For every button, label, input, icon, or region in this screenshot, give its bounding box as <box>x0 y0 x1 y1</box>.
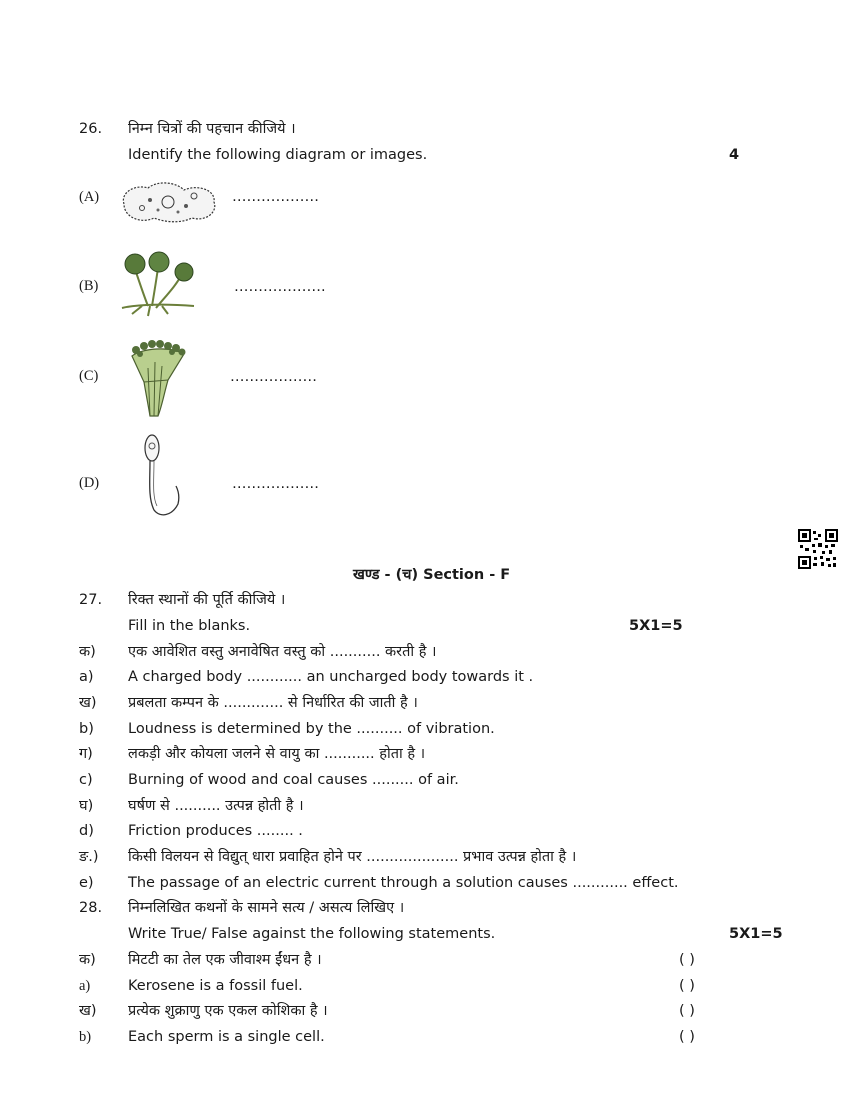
q26-hindi-text: निम्न चित्रों की पहचान कीजिये । <box>128 121 296 137</box>
q26-marks: 4 <box>729 147 740 163</box>
q28-item-label: b) <box>79 1029 92 1045</box>
penicillium-image <box>122 338 192 418</box>
q27-number: 27. <box>79 592 103 608</box>
q26-item-b-blank: ………………. <box>234 279 326 295</box>
q28-hindi-text: निम्नलिखित कथनों के सामने सत्य / असत्य लिखिए । <box>128 900 405 916</box>
q26-item-a-label: (A) <box>79 189 100 205</box>
q27-hindi-text: रिक्त स्थानों की पूर्ति कीजिये । <box>128 592 286 608</box>
section-heading: खण्ड - (च) Section - F <box>353 567 511 583</box>
q28-answer-box: ( ) <box>679 952 695 968</box>
q27-item-text: Friction produces ........ . <box>128 823 303 839</box>
q26-item-d-label: (D) <box>79 475 100 491</box>
q27-item-label: e) <box>79 875 94 891</box>
rhizopus-mould-image <box>118 250 198 320</box>
q26-item-d-blank: ……………… <box>232 476 319 492</box>
q27-item-label: b) <box>79 721 94 737</box>
q26-item-b-label: (B) <box>79 278 99 294</box>
q28-item-text: Each sperm is a single cell. <box>128 1029 325 1045</box>
q27-item-label: ख) <box>79 695 97 711</box>
q28-answer-box: ( ) <box>679 1029 695 1045</box>
q28-answer-box: ( ) <box>679 978 695 994</box>
q28-number: 28. <box>79 900 103 916</box>
q27-item-label: ङ.) <box>79 849 99 865</box>
q27-item-text: A charged body ............ an uncharged body towards it . <box>128 669 534 685</box>
q28-item-label: क) <box>79 952 96 968</box>
q26-item-a-blank: ……………… <box>232 189 319 205</box>
amoeba-image <box>118 178 220 226</box>
q26-number: 26. <box>79 121 103 137</box>
q26-item-c-label: (C) <box>79 368 99 384</box>
q27-item-label: a) <box>79 669 94 685</box>
q27-item-label: d) <box>79 823 94 839</box>
q27-item-text: किसी विलयन से विद्युत् धारा प्रवाहित होने पर .................... प्रभाव उत्पन्न होता है । <box>128 849 577 865</box>
q27-item-text: घर्षण से .......... उत्पन्न होती है । <box>128 798 304 814</box>
q28-item-label: a) <box>79 978 91 994</box>
q28-item-text: प्रत्येक शुक्राणु एक एकल कोशिका है । <box>128 1003 328 1019</box>
q28-answer-box: ( ) <box>679 1003 695 1019</box>
q28-item-label: ख) <box>79 1003 97 1019</box>
q27-item-text: Loudness is determined by the .......... of vibration. <box>128 721 495 737</box>
qr-code-image <box>798 529 838 569</box>
q27-item-text: The passage of an electric current through a solution causes ............ effect. <box>128 875 679 891</box>
q27-item-label: घ) <box>79 798 94 814</box>
q27-item-label: क) <box>79 644 96 660</box>
q26-english-text: Identify the following diagram or images. <box>128 147 428 163</box>
q27-item-text: Burning of wood and coal causes ......... of air. <box>128 772 459 788</box>
q27-item-text: लकड़ी और कोयला जलने से वायु का ........... होता है । <box>128 746 426 762</box>
q27-item-text: एक आवेशित वस्तु अनावेषित वस्तु को ........... करती है । <box>128 644 437 660</box>
q27-marks: 5X1=5 <box>629 618 683 634</box>
q28-marks: 5X1=5 <box>729 926 783 942</box>
q28-item-text: मिटटी का तेल एक जीवाश्म ईंधन है । <box>128 952 322 968</box>
q28-item-text: Kerosene is a fossil fuel. <box>128 978 303 994</box>
q27-item-label: c) <box>79 772 93 788</box>
q27-english-text: Fill in the blanks. <box>128 618 251 634</box>
q26-item-c-blank: ……………… <box>230 369 317 385</box>
q28-english-text: Write True/ False against the following statements. <box>128 926 496 942</box>
q27-item-label: ग) <box>79 746 93 762</box>
sperm-cell-image <box>138 432 188 520</box>
q27-item-text: प्रबलता कम्पन के ............. से निर्धारित की जाती है । <box>128 695 418 711</box>
